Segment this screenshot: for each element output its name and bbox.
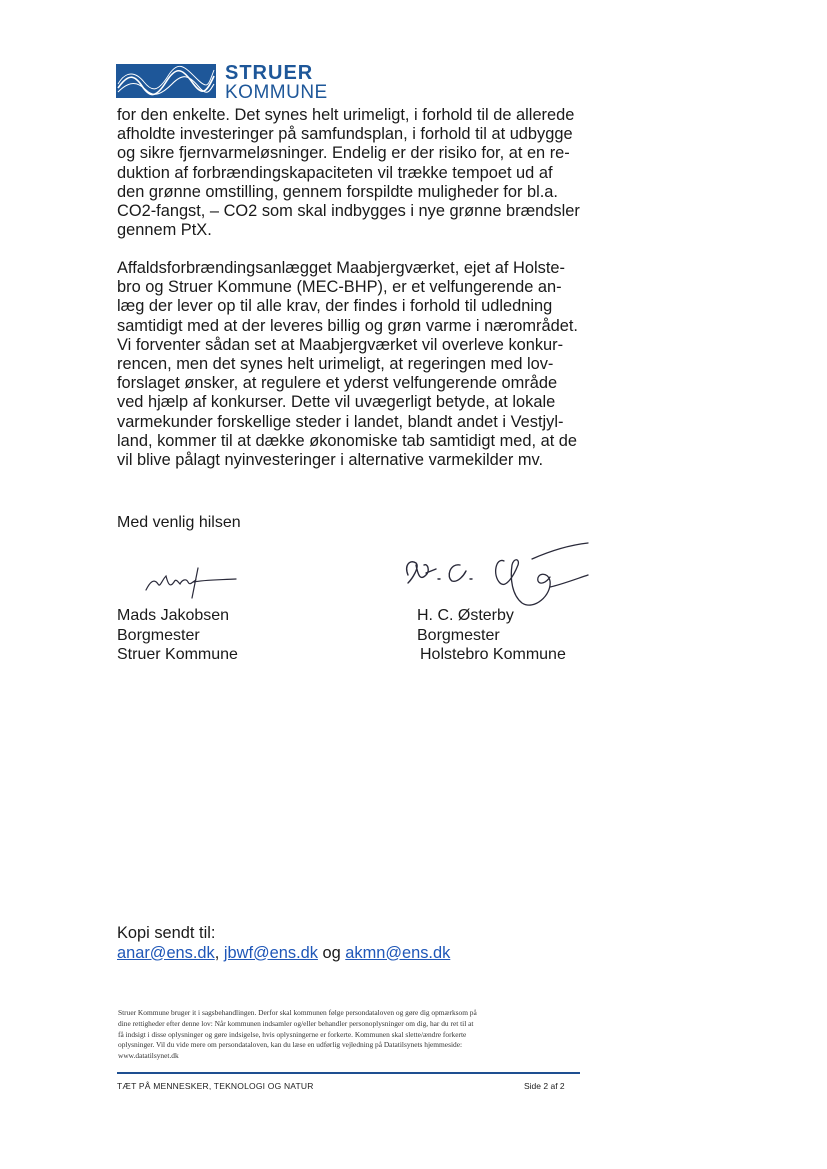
footer-slogan: TÆT PÅ MENNESKER, TEKNOLOGI OG NATUR (117, 1081, 314, 1091)
text-line: varmekunder forskellige steder i landet, blandt andet i Vestjyl- (117, 412, 564, 431)
email-link-anar[interactable]: anar@ens.dk (117, 943, 215, 962)
text-line: land, kommer til at dække økonomiske tab samtidigt med, at de (117, 431, 578, 450)
email-separator: og (317, 943, 346, 962)
signer-title: Borgmester (417, 626, 500, 644)
logo-text-struer: STRUER (225, 62, 314, 84)
copy-label: Kopi sendt til: (117, 924, 216, 942)
text-line: den grønne omstilling, gennem forspildte muligheder for bl.a. (117, 182, 558, 201)
struer-kommune-logo (116, 62, 326, 106)
notice-line: Struer Kommune bruger it i sagsbehandlingen. Derfor skal kommunen følge persondataloven og gøre dig opmærksom på (118, 1008, 477, 1017)
text-line: ved hjælp af konkurser. Dette vil uvægerligt betyde, at lokale (117, 393, 556, 412)
text-line: og sikre fjernvarmeløsninger. Endelig er der risiko for, at en re- (117, 144, 570, 163)
notice-line: www.datatilsynet.dk (118, 1051, 179, 1061)
footer-divider (117, 1072, 580, 1074)
text-line: for den enkelte. Det synes helt urimeligt, i forhold til de allerede (117, 106, 575, 124)
text-line: vil blive pålagt nyinvesteringer i alternative varmekilder mv. (117, 451, 544, 470)
paragraph-1 (117, 106, 587, 240)
signer-block-1 (117, 606, 238, 665)
text-line: samtidigt med at der leveres billig og grøn varme i nærområdet. (117, 316, 578, 335)
copy-recipients (117, 924, 450, 963)
signer-name: H. C. Østerby (417, 607, 514, 624)
privacy-notice (118, 1008, 578, 1062)
text-line: læg der lever op til alle krav, der findes i forhold til udledning (117, 297, 553, 316)
text-line: duktion af forbrændingskapaciteten vil trække tempoet ud af (117, 163, 553, 182)
paragraph-2 (117, 259, 587, 470)
logo-text-kommune: KOMMUNE (225, 82, 328, 103)
signature-hc-osterby (400, 535, 595, 615)
notice-line: få indsigt i disse oplysninger og gøre indsigelse, hvis oplysningerne er forkerte. Kommunen skal slette/ændre forkerte (118, 1029, 467, 1039)
email-link-akmn[interactable]: akmn@ens.dk (345, 943, 451, 962)
text-line: afholdte investeringer på samfundsplan, i forhold til at udbygge (117, 125, 573, 144)
text-line: rencen, men det synes helt urimeligt, at regeringen med lov- (117, 355, 554, 374)
signer-organisation: Holstebro Kommune (420, 646, 566, 663)
text-line: forslaget ønsker, at regulere et yderst velfungerende område (117, 374, 558, 393)
page-number: Side 2 af 2 (524, 1081, 565, 1091)
notice-line: oplysninger. Vil du vide mere om persondataloven, kan du læse en udførlig vejledning på Datatilsynets hjemmeside: (118, 1040, 463, 1050)
notice-line: dine rettigheder efter denne lov: Når kommunen indsamler og/eller behandler personoplysninger om dig, har du ret til at (118, 1018, 474, 1028)
text-line: gennem PtX. (117, 221, 212, 240)
text-line: bro og Struer Kommune (MEC-BHP), er et velfungerende an- (117, 278, 562, 297)
text-line: Vi forventer sådan set at Maabjergværket vil overleve konkur- (117, 335, 564, 354)
signer-organisation: Struer Kommune (117, 646, 238, 663)
copy-email-list (117, 944, 450, 964)
email-link-jbwf[interactable]: jbwf@ens.dk (223, 943, 318, 962)
closing-greeting: Med venlig hilsen (117, 514, 241, 531)
text-line: CO2-fangst, – CO2 som skal indbygges i nye grønne brændsler (117, 202, 580, 221)
email-separator: , (214, 943, 224, 962)
signature-mads-jakobsen (140, 560, 250, 600)
wave-logo-icon (116, 64, 216, 98)
text-line: Affaldsforbrændingsanlægget Maabjergværket, ejet af Holste- (117, 259, 565, 277)
signer-name: Mads Jakobsen (117, 607, 230, 624)
signer-title: Borgmester (117, 626, 200, 644)
signer-block-2 (417, 606, 566, 665)
